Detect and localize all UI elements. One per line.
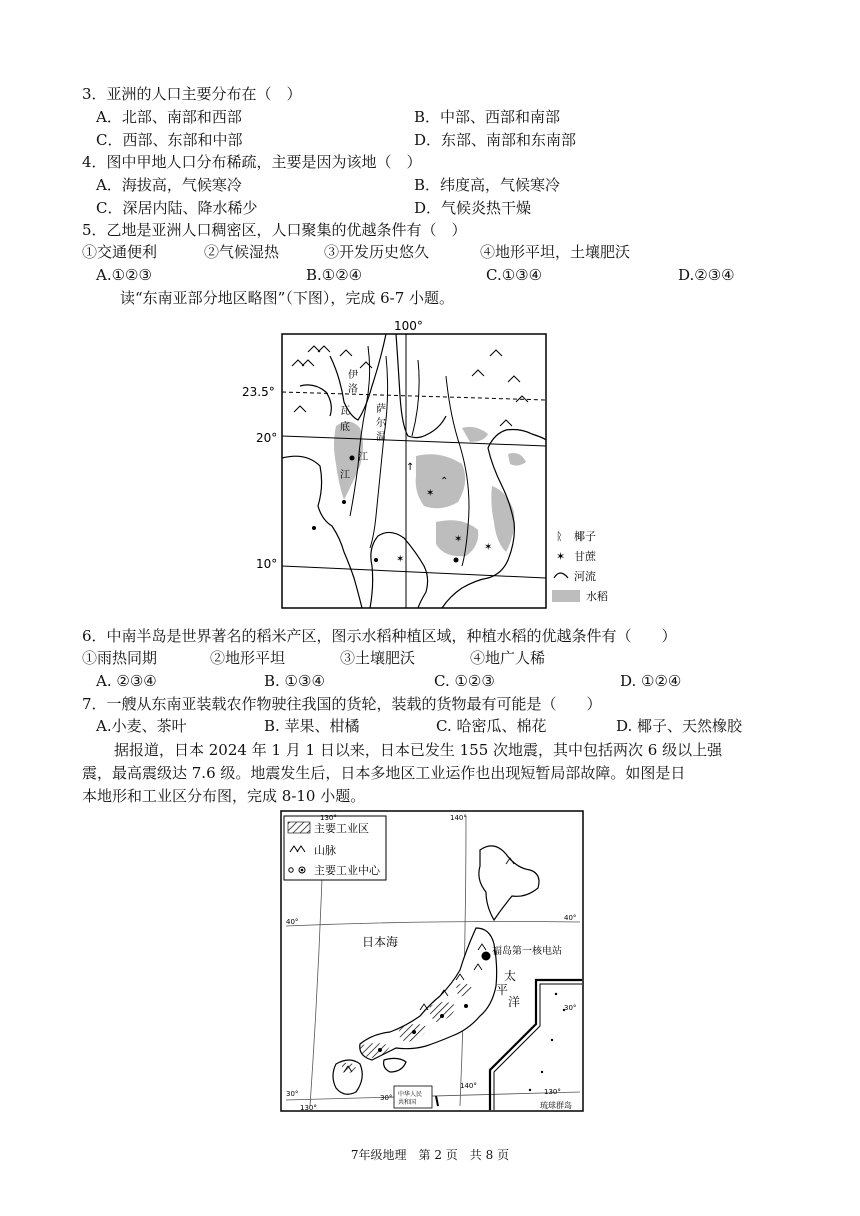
page-footer: 7年级地理 第 2 页 共 8 页	[350, 1148, 510, 1162]
tick-label: 130°	[544, 1088, 561, 1096]
tick-label: 40°	[564, 914, 577, 922]
fukushima-label: 福岛第一核电站	[492, 946, 562, 957]
q5-cond-4: ④地形平坦，土壤肥沃	[480, 243, 631, 261]
tick-label: 30°	[564, 1004, 577, 1012]
pacific-label-3: 洋	[508, 995, 521, 1009]
svg-text:⌃: ⌃	[440, 476, 449, 487]
q4-stem: 4．图中甲地人口分布稀疏，主要是因为该地（ ）	[82, 153, 422, 171]
lat-23-5-label: 23.5°	[242, 385, 275, 399]
southeast-asia-map	[240, 316, 640, 612]
q5-cond-3: ③开发历史悠久	[324, 243, 430, 261]
tick-label: 40°	[286, 918, 299, 926]
legend-coconut: 椰子	[574, 530, 596, 543]
q7-option-c: C. 哈密瓜、棉花	[436, 717, 547, 735]
legend-mountains: 山脉	[314, 844, 336, 857]
china-label-2: 共和国	[398, 1099, 417, 1106]
q5-cond-1: ①交通便利	[82, 243, 158, 261]
lat-10-label: 10°	[256, 557, 278, 571]
svg-text:✶: ✶	[426, 488, 435, 499]
tick-label: 30°	[380, 1094, 393, 1102]
river-char: 尔	[376, 418, 386, 429]
lon-100-label: 100°	[394, 319, 423, 333]
intro-6-7: 读“东南亚部分地区略图”（下图），完成 6-7 小题。	[120, 289, 455, 307]
river-char: 伊	[348, 370, 358, 381]
q5-option-b: B.①②④	[306, 266, 363, 284]
lat-20-label: 20°	[256, 431, 278, 445]
q3-option-b: B．中部、西部和南部	[414, 108, 561, 126]
intro-8-10-line2: 震，最高震级达 7.6 级。地震发生后，日本多地区工业运作也出现短暂局部故障。如图是日	[82, 764, 686, 782]
q6-cond-1: ①雨热同期	[82, 649, 158, 667]
intro-8-10-line1: 据报道，日本 2024 年 1 月 1 日以来，日本已发生 155 次地震，其中包括两次 6 级以上强	[114, 741, 723, 759]
legend-river: 河流	[574, 570, 596, 583]
river-char: 洛	[348, 384, 358, 395]
svg-text:↑: ↑	[406, 462, 415, 473]
q6-option-b: B. ①③④	[264, 672, 325, 690]
q6-option-c: C. ①②③	[434, 672, 495, 690]
q6-cond-3: ③土壤肥沃	[340, 649, 416, 667]
japan-map	[280, 810, 586, 1116]
legend-sugarcane: 甘蔗	[574, 550, 596, 563]
q6-cond-4: ④地广人稀	[470, 649, 546, 667]
q7-option-d: D. 椰子、天然橡胶	[616, 717, 743, 735]
svg-text:ᚱ: ᚱ	[556, 530, 563, 543]
q4-option-c: C．深居内陆、降水稀少	[96, 199, 258, 217]
intro-8-10-line3: 本地形和工业区分布图，完成 8-10 小题。	[82, 787, 366, 805]
sea-of-japan-label: 日本海	[362, 935, 399, 949]
q3-option-d: D．东部、南部和东南部	[414, 131, 577, 149]
tick-label: 140°	[450, 814, 467, 822]
q7-option-a: A.小麦、茶叶	[96, 717, 187, 735]
legend-rice: 水稻	[586, 590, 608, 603]
svg-text:✶: ✶	[484, 542, 493, 553]
q3-stem: 3．亚洲的人口主要分布在（ ）	[82, 85, 302, 103]
river-char: 底	[340, 422, 350, 433]
q5-option-c: C.①③④	[486, 266, 543, 284]
q4-option-a: A．海拔高，气候寒冷	[96, 176, 242, 194]
legend-industrial-center: 主要工业中心	[314, 864, 380, 877]
tick-label: 130°	[320, 814, 337, 822]
china-label: 中华人民	[398, 1091, 423, 1098]
q5-option-a: A.①②③	[96, 266, 152, 284]
river-char: 温	[376, 432, 386, 443]
q3-option-a: A．北部、南部和西部	[96, 108, 242, 126]
river-char: 江	[340, 470, 350, 481]
q7-stem: 7．一艘从东南亚装载农作物驶往我国的货轮，装载的货物最有可能是（ ）	[82, 695, 602, 713]
tick-label: 140°	[460, 1082, 477, 1090]
q6-stem: 6．中南半岛是世界著名的稻米产区，图示水稻种植区域，种植水稻的优越条件有（ ）	[82, 627, 677, 645]
q5-option-d: D.②③④	[678, 266, 735, 284]
q5-cond-2: ②气候湿热	[204, 243, 280, 261]
q4-option-b: B．纬度高，气候寒冷	[414, 176, 561, 194]
river-char: 江	[358, 452, 368, 463]
svg-text:✶: ✶	[396, 554, 405, 565]
legend-industrial-zone: 主要工业区	[314, 822, 369, 835]
pacific-label-1: 太	[504, 969, 517, 983]
river-char: 萨	[376, 404, 386, 415]
q4-option-d: D．气候炎热干燥	[414, 199, 532, 217]
pacific-label-2: 平	[496, 983, 509, 997]
svg-text:✶: ✶	[454, 534, 463, 545]
ryukyu-label: 琉球群岛	[540, 1101, 572, 1110]
q6-option-d: D. ①②④	[620, 672, 682, 690]
tick-label: 30°	[286, 1090, 299, 1098]
q5-stem: 5．乙地是亚洲人口稠密区，人口聚集的优越条件有（ ）	[82, 221, 467, 239]
q6-cond-2: ②地形平坦	[210, 649, 286, 667]
river-char: 瓦	[340, 406, 350, 417]
q3-option-c: C．西部、东部和中部	[96, 131, 243, 149]
tick-label: 130°	[300, 1104, 317, 1112]
q6-option-a: A. ②③④	[96, 672, 157, 690]
svg-text:✶: ✶	[556, 550, 566, 563]
q7-option-b: B. 苹果、柑橘	[264, 717, 360, 735]
